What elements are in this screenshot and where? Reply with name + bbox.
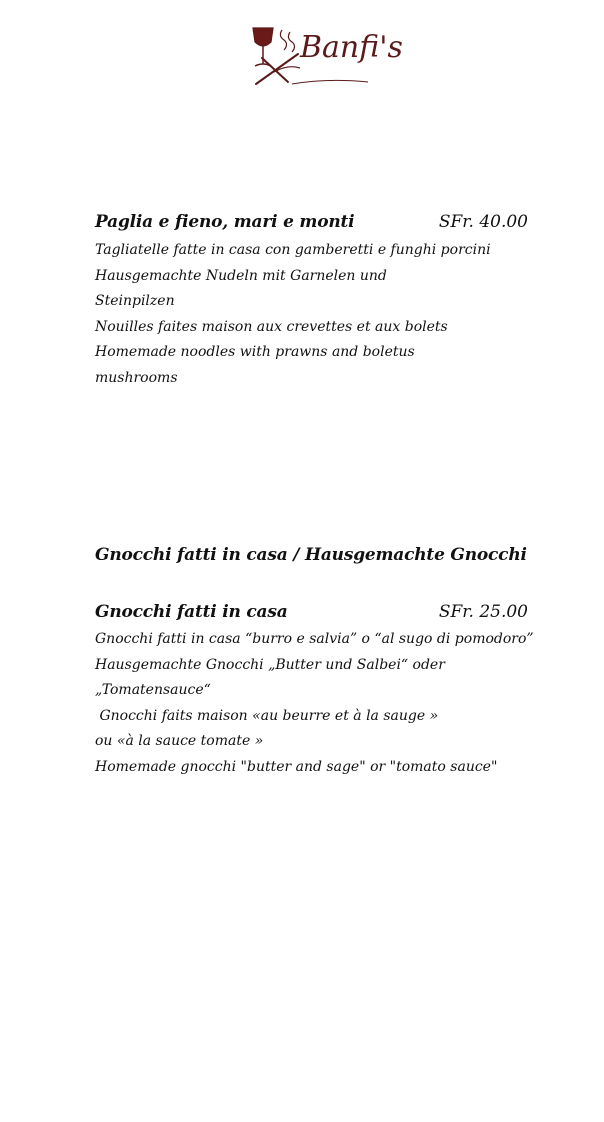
description-line: Tagliatelle fatte in casa con gamberetti e funghi porcini <box>95 242 491 258</box>
dish-price: SFr. 40.00 <box>438 212 528 232</box>
description-line: ou «à la sauce tomate » <box>95 733 264 749</box>
logo-wordmark: Banfi's <box>300 30 403 65</box>
description-line: Gnocchi faits maison «au beurre et à la sauge » <box>95 707 439 724</box>
dish-title: Paglia e fieno, mari e monti <box>95 212 355 232</box>
section-heading: Gnocchi fatti in casa / Hausgemachte Gnocchi <box>95 545 527 565</box>
description-line: Nouilles faites maison aux crevettes et aux bolets <box>95 318 448 335</box>
dish-title: Gnocchi fatti in casa <box>95 602 288 622</box>
description-line: „Tomatensauce“ <box>95 682 211 698</box>
description-line: Steinpilzen <box>95 293 175 309</box>
description-line: Gnocchi fatti in casa “burro e salvia” o “al sugo di pomodoro” <box>95 631 534 647</box>
description-line: Homemade noodles with prawns and boletus <box>95 344 415 360</box>
description-line: mushrooms <box>95 369 178 386</box>
description-line: Hausgemachte Nudeln mit Garnelen und <box>95 267 387 284</box>
dish-description <box>95 238 515 391</box>
description-line: Hausgemachte Gnocchi „Butter und Salbei“ oder <box>95 656 445 673</box>
dish-description <box>95 627 534 780</box>
dish-price: SFr. 25.00 <box>438 602 528 622</box>
description-line: Homemade gnocchi "butter and sage" or "tomato sauce" <box>95 758 498 775</box>
